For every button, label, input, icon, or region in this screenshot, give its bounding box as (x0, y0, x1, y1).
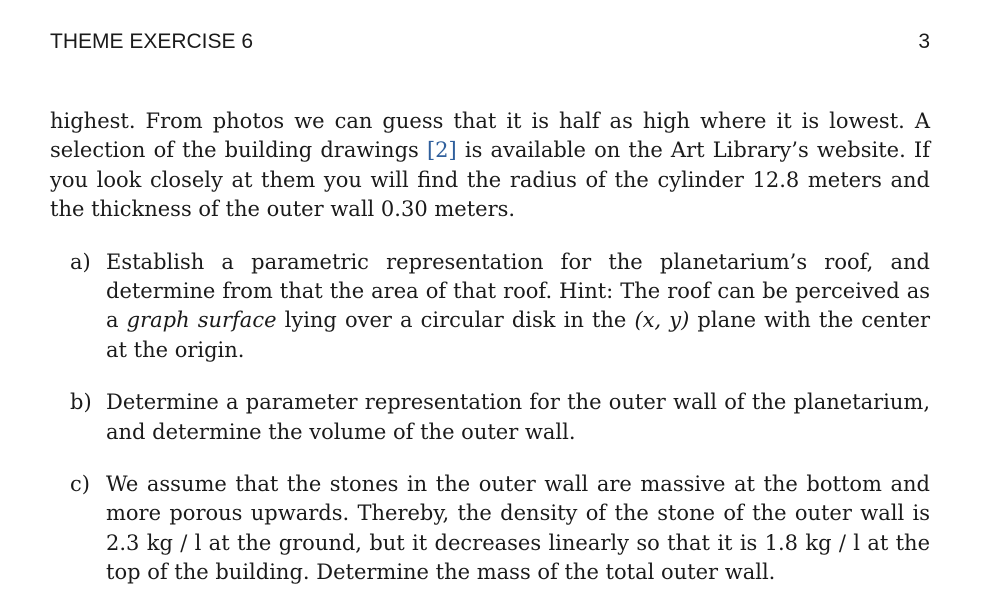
page-number: 3 (918, 30, 930, 53)
math-expression: (x, y) (634, 308, 690, 333)
citation-link[interactable]: [2] (426, 138, 457, 163)
item-text: Establish a parametric representation for the planetarium’s roof, and determine from that the area of that roof. Hint: The roof can be perceived as a (106, 249, 930, 333)
exercise-item-a (50, 248, 930, 366)
page-header (50, 27, 930, 57)
item-text: plane with the center at the origin. (106, 308, 931, 362)
intro-paragraph (50, 107, 930, 225)
item-label: a) (70, 249, 91, 274)
item-text: Determine a parameter representation for the outer wall of the planetarium, and determine the volume of the outer wall. (106, 390, 930, 444)
header-title: THEME EXERCISE 6 (50, 30, 254, 53)
item-emphasis: graph surface (126, 308, 277, 333)
exercise-item-c (50, 470, 930, 588)
item-label: b) (70, 390, 92, 415)
page-body (50, 107, 930, 611)
intro-text-2: is available on the Art Library’s website. If you look closely at them you will find the radius of the cylinder 12.8 meters and the thickness of the outer wall 0.30 meters. (50, 138, 930, 222)
intro-text-1: highest. From photos we can guess that it is half as high where it is lowest. A selection of the building drawings (50, 109, 930, 163)
item-text: We assume that the stones in the outer wall are massive at the bottom and more porous upwards. Thereby, the density of the stone of the outer wall is 2.3 kg / l at the ground, but it decreases linearly so that it is 1.8 kg / l at the top of the building. Determine the mass of the total outer wall. (106, 472, 930, 585)
exercise-list (50, 248, 930, 588)
exercise-item-b (50, 388, 930, 447)
item-label: c) (70, 472, 90, 497)
item-text: lying over a circular disk in the (276, 308, 635, 333)
